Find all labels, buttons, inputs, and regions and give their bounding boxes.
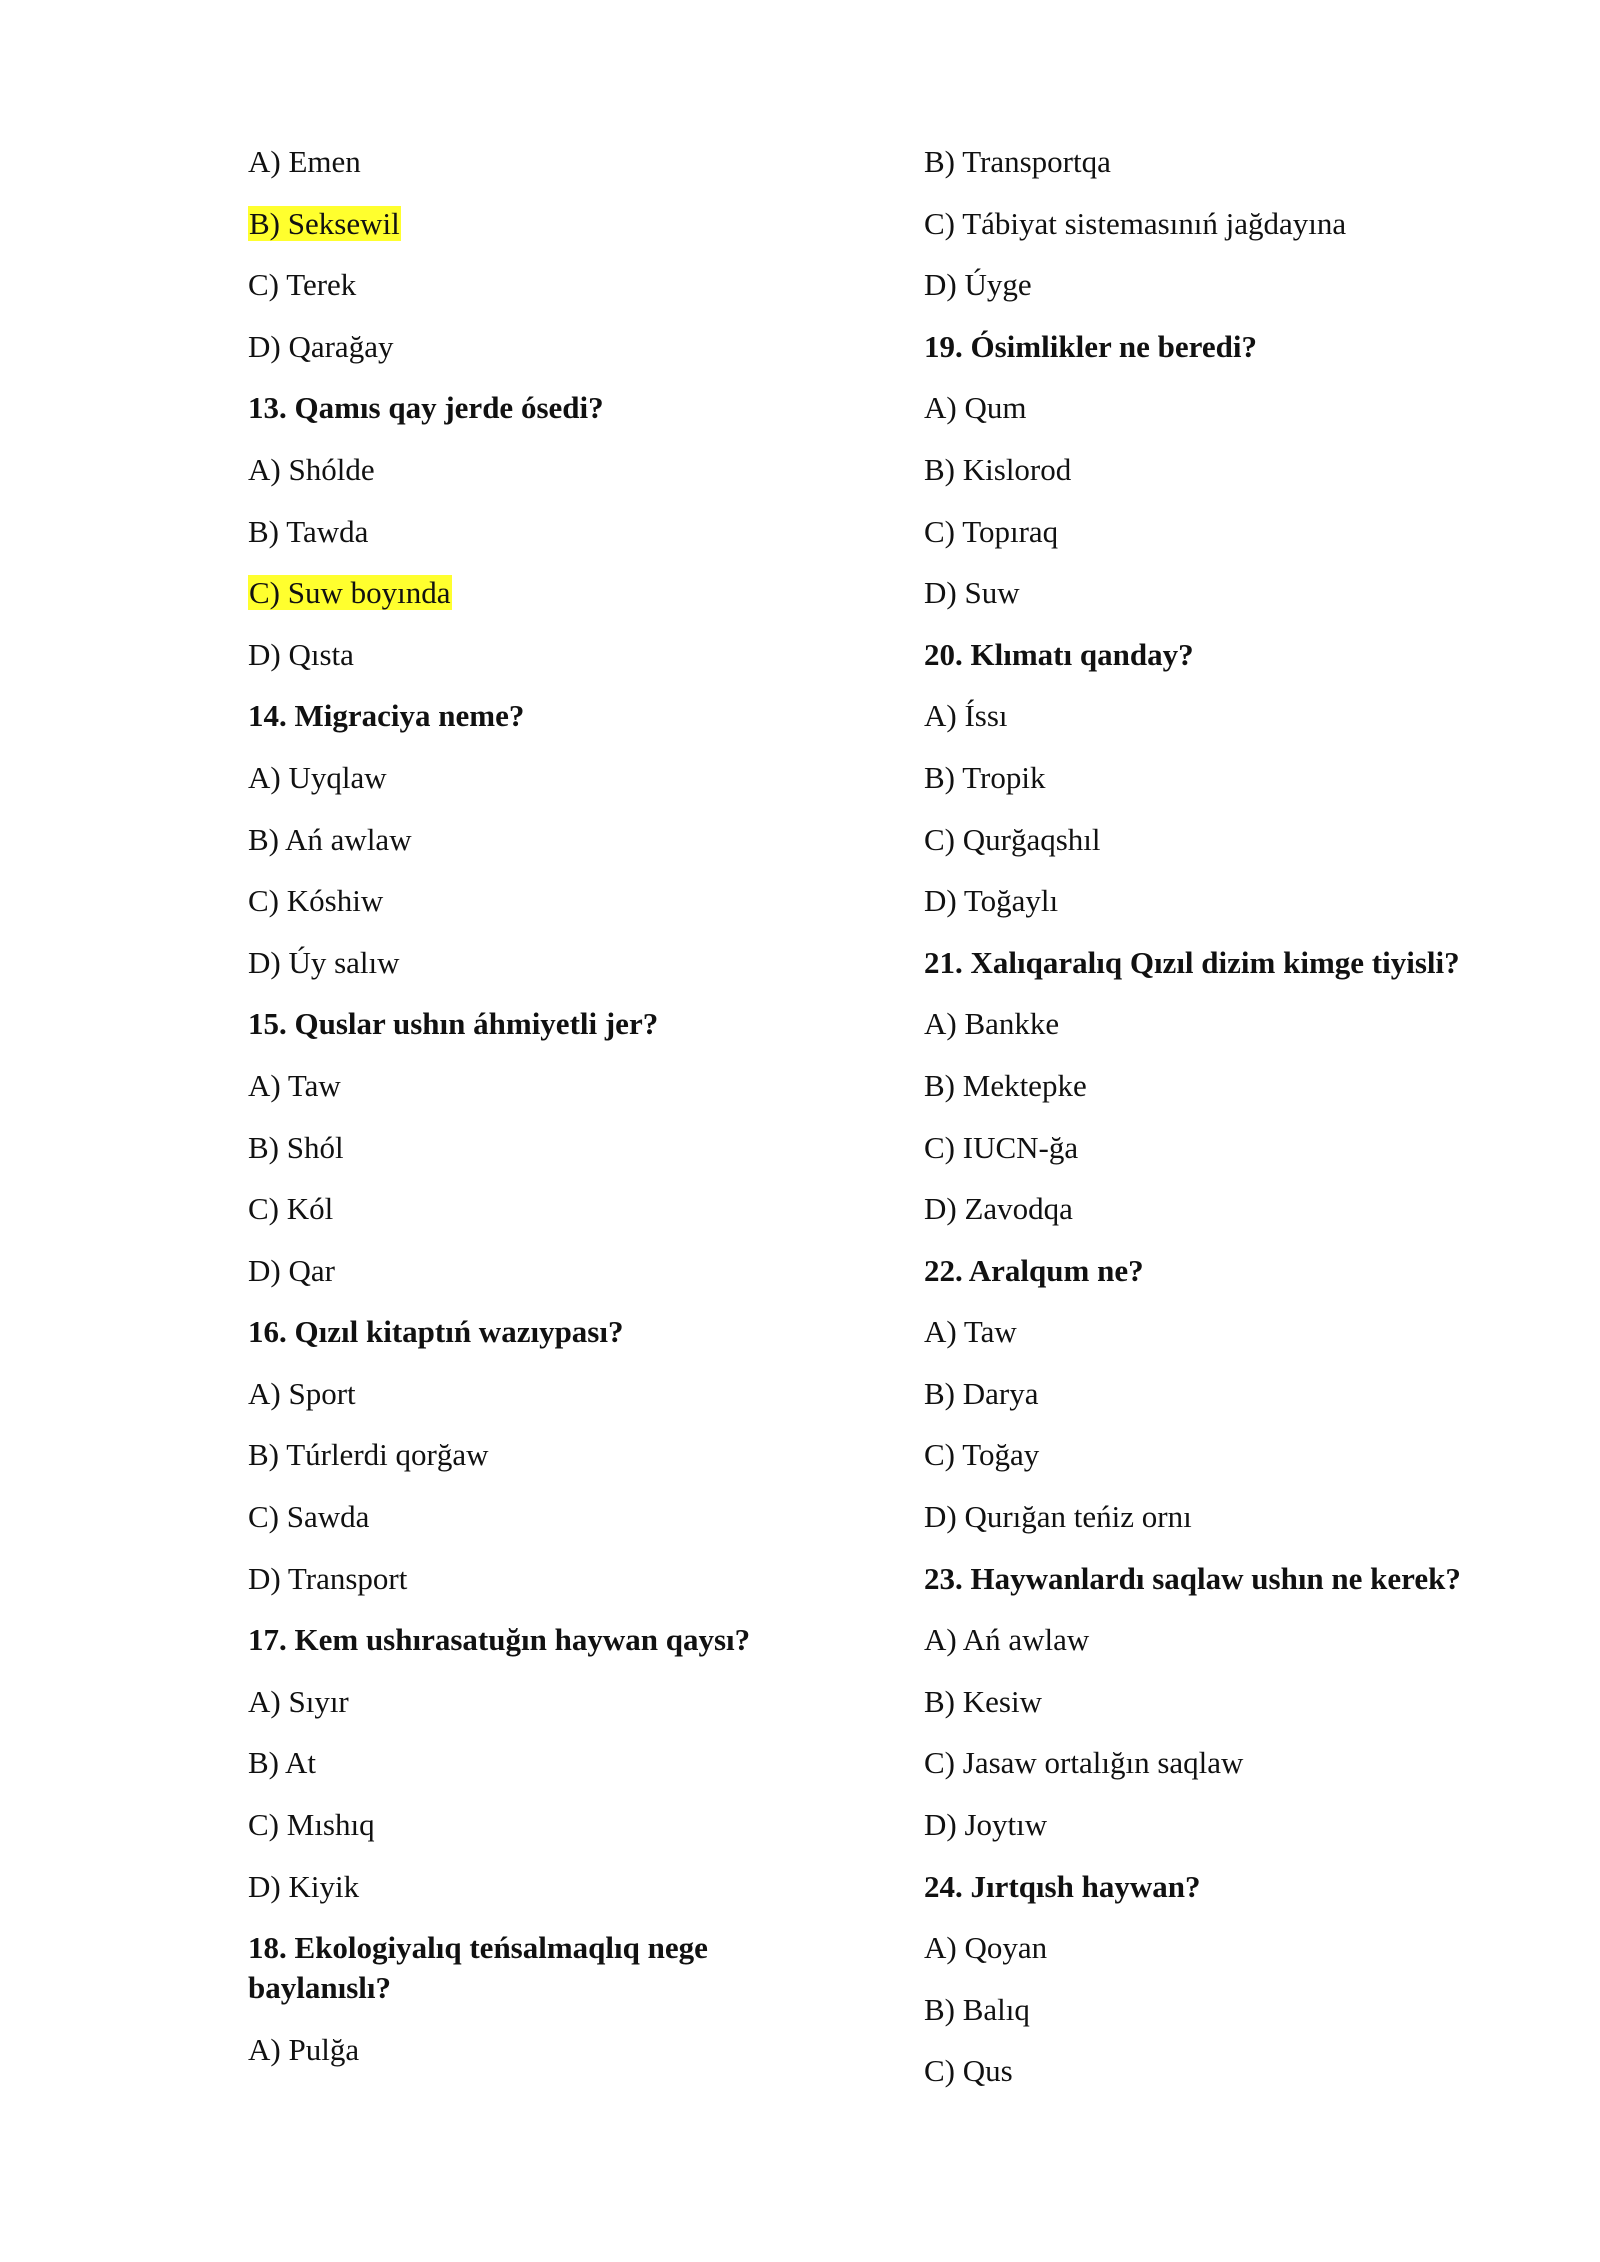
answer-option: A) Pulğa (248, 2031, 360, 2067)
answer-option: D) Suw (924, 575, 1020, 611)
answer-option: C) IUCN-ğa (924, 1129, 1079, 1165)
answer-option (248, 204, 808, 244)
answer-option: B) Kislorod (924, 451, 1072, 487)
question-text: 13. Qamıs qay jerde ósedi? (248, 390, 604, 426)
answer-option (248, 573, 808, 613)
question-text: 17. Kem ushırasatuğın haywan qaysı? (248, 1622, 751, 1658)
left-column (248, 142, 808, 2091)
answer-option: A) Íssı (924, 698, 1008, 734)
answer-option: D) Úy salıw (248, 944, 400, 980)
answer-option: D) Qurığan teńiz ornı (924, 1499, 1192, 1535)
answer-option: B) Túrlerdi qorğaw (248, 1437, 489, 1473)
answer-option: B) Transportqa (924, 144, 1111, 179)
answer-option: B) Tawda (248, 513, 369, 549)
answer-option: C) Kól (248, 1191, 334, 1227)
question-text: 15. Quslar ushın áhmiyetli jer? (248, 1006, 659, 1042)
question-text: 24. Jırtqısh haywan? (924, 1868, 1201, 1904)
answer-option: A) Emen (248, 144, 361, 179)
answer-option: B) At (248, 1745, 317, 1781)
answer-option: A) Shólde (248, 451, 375, 487)
answer-option: A) Sıyır (248, 1683, 349, 1719)
answer-option: B) Mektepke (924, 1067, 1087, 1103)
question-text: 20. Klımatı qanday? (924, 636, 1194, 672)
answer-option: B) Shól (248, 1129, 344, 1165)
answer-option: C) Mıshıq (248, 1807, 375, 1843)
answer-option: A) Qoyan (924, 1930, 1048, 1966)
answer-option: C) Tábiyat sistemasınıń jağdayına (924, 205, 1347, 241)
answer-option: D) Joytıw (924, 1807, 1048, 1843)
question-text: 23. Haywanlardı saqlaw ushın ne kerek? (924, 1560, 1461, 1596)
question-text: 16. Qızıl kitaptıń wazıypası? (248, 1314, 624, 1350)
answer-option: C) Topıraq (924, 513, 1059, 549)
answer-option: C) Kóshiw (248, 883, 384, 919)
highlighted-answer: C) Suw boyında (249, 575, 451, 611)
answer-option: D) Kiyik (248, 1868, 360, 1904)
answer-option: A) Taw (924, 1314, 1017, 1350)
answer-option: D) Toğaylı (924, 883, 1059, 919)
answer-option: D) Qar (248, 1252, 335, 1288)
answer-option: B) Darya (924, 1375, 1039, 1411)
answer-option: C) Sawda (248, 1499, 370, 1535)
answer-option: A) Qum (924, 390, 1027, 426)
answer-option: D) Zavodqa (924, 1191, 1073, 1227)
answer-option: B) Balıq (924, 1991, 1030, 2027)
answer-option: A) Sport (248, 1375, 356, 1411)
answer-option: D) Transport (248, 1560, 408, 1596)
answer-option: D) Qarağay (248, 328, 394, 364)
question-text: 18. Ekologiyalıq teńsalmaqlıq nege baylanıslı? (248, 1930, 708, 2006)
question-text: 22. Aralqum ne? (924, 1252, 1144, 1288)
answer-option: A) Uyqlaw (248, 759, 387, 795)
answer-option: C) Qus (924, 2053, 1013, 2089)
answer-option: C) Jasaw ortalığın saqlaw (924, 1745, 1244, 1781)
answer-option: B) Kesiw (924, 1683, 1042, 1719)
question-text: 19. Ósimlikler ne beredi? (924, 328, 1257, 364)
answer-option: A) Ań awlaw (924, 1622, 1090, 1658)
answer-option: C) Toğay (924, 1437, 1040, 1473)
question-text: 21. Xalıqaralıq Qızıl dizim kimge tiyisli? (924, 944, 1460, 980)
answer-option: A) Bankke (924, 1006, 1060, 1042)
answer-option: B) Ań awlaw (248, 821, 412, 857)
right-column (924, 142, 1524, 2113)
answer-option: D) Qısta (248, 636, 354, 672)
answer-option: C) Terek (248, 267, 357, 303)
question-text: 14. Migraciya neme? (248, 698, 525, 734)
highlighted-answer: B) Seksewil (249, 205, 400, 241)
answer-option: C) Qurğaqshıl (924, 821, 1101, 857)
answer-option: D) Úyge (924, 267, 1032, 303)
answer-option: A) Taw (248, 1067, 341, 1103)
answer-option: B) Tropik (924, 759, 1046, 795)
